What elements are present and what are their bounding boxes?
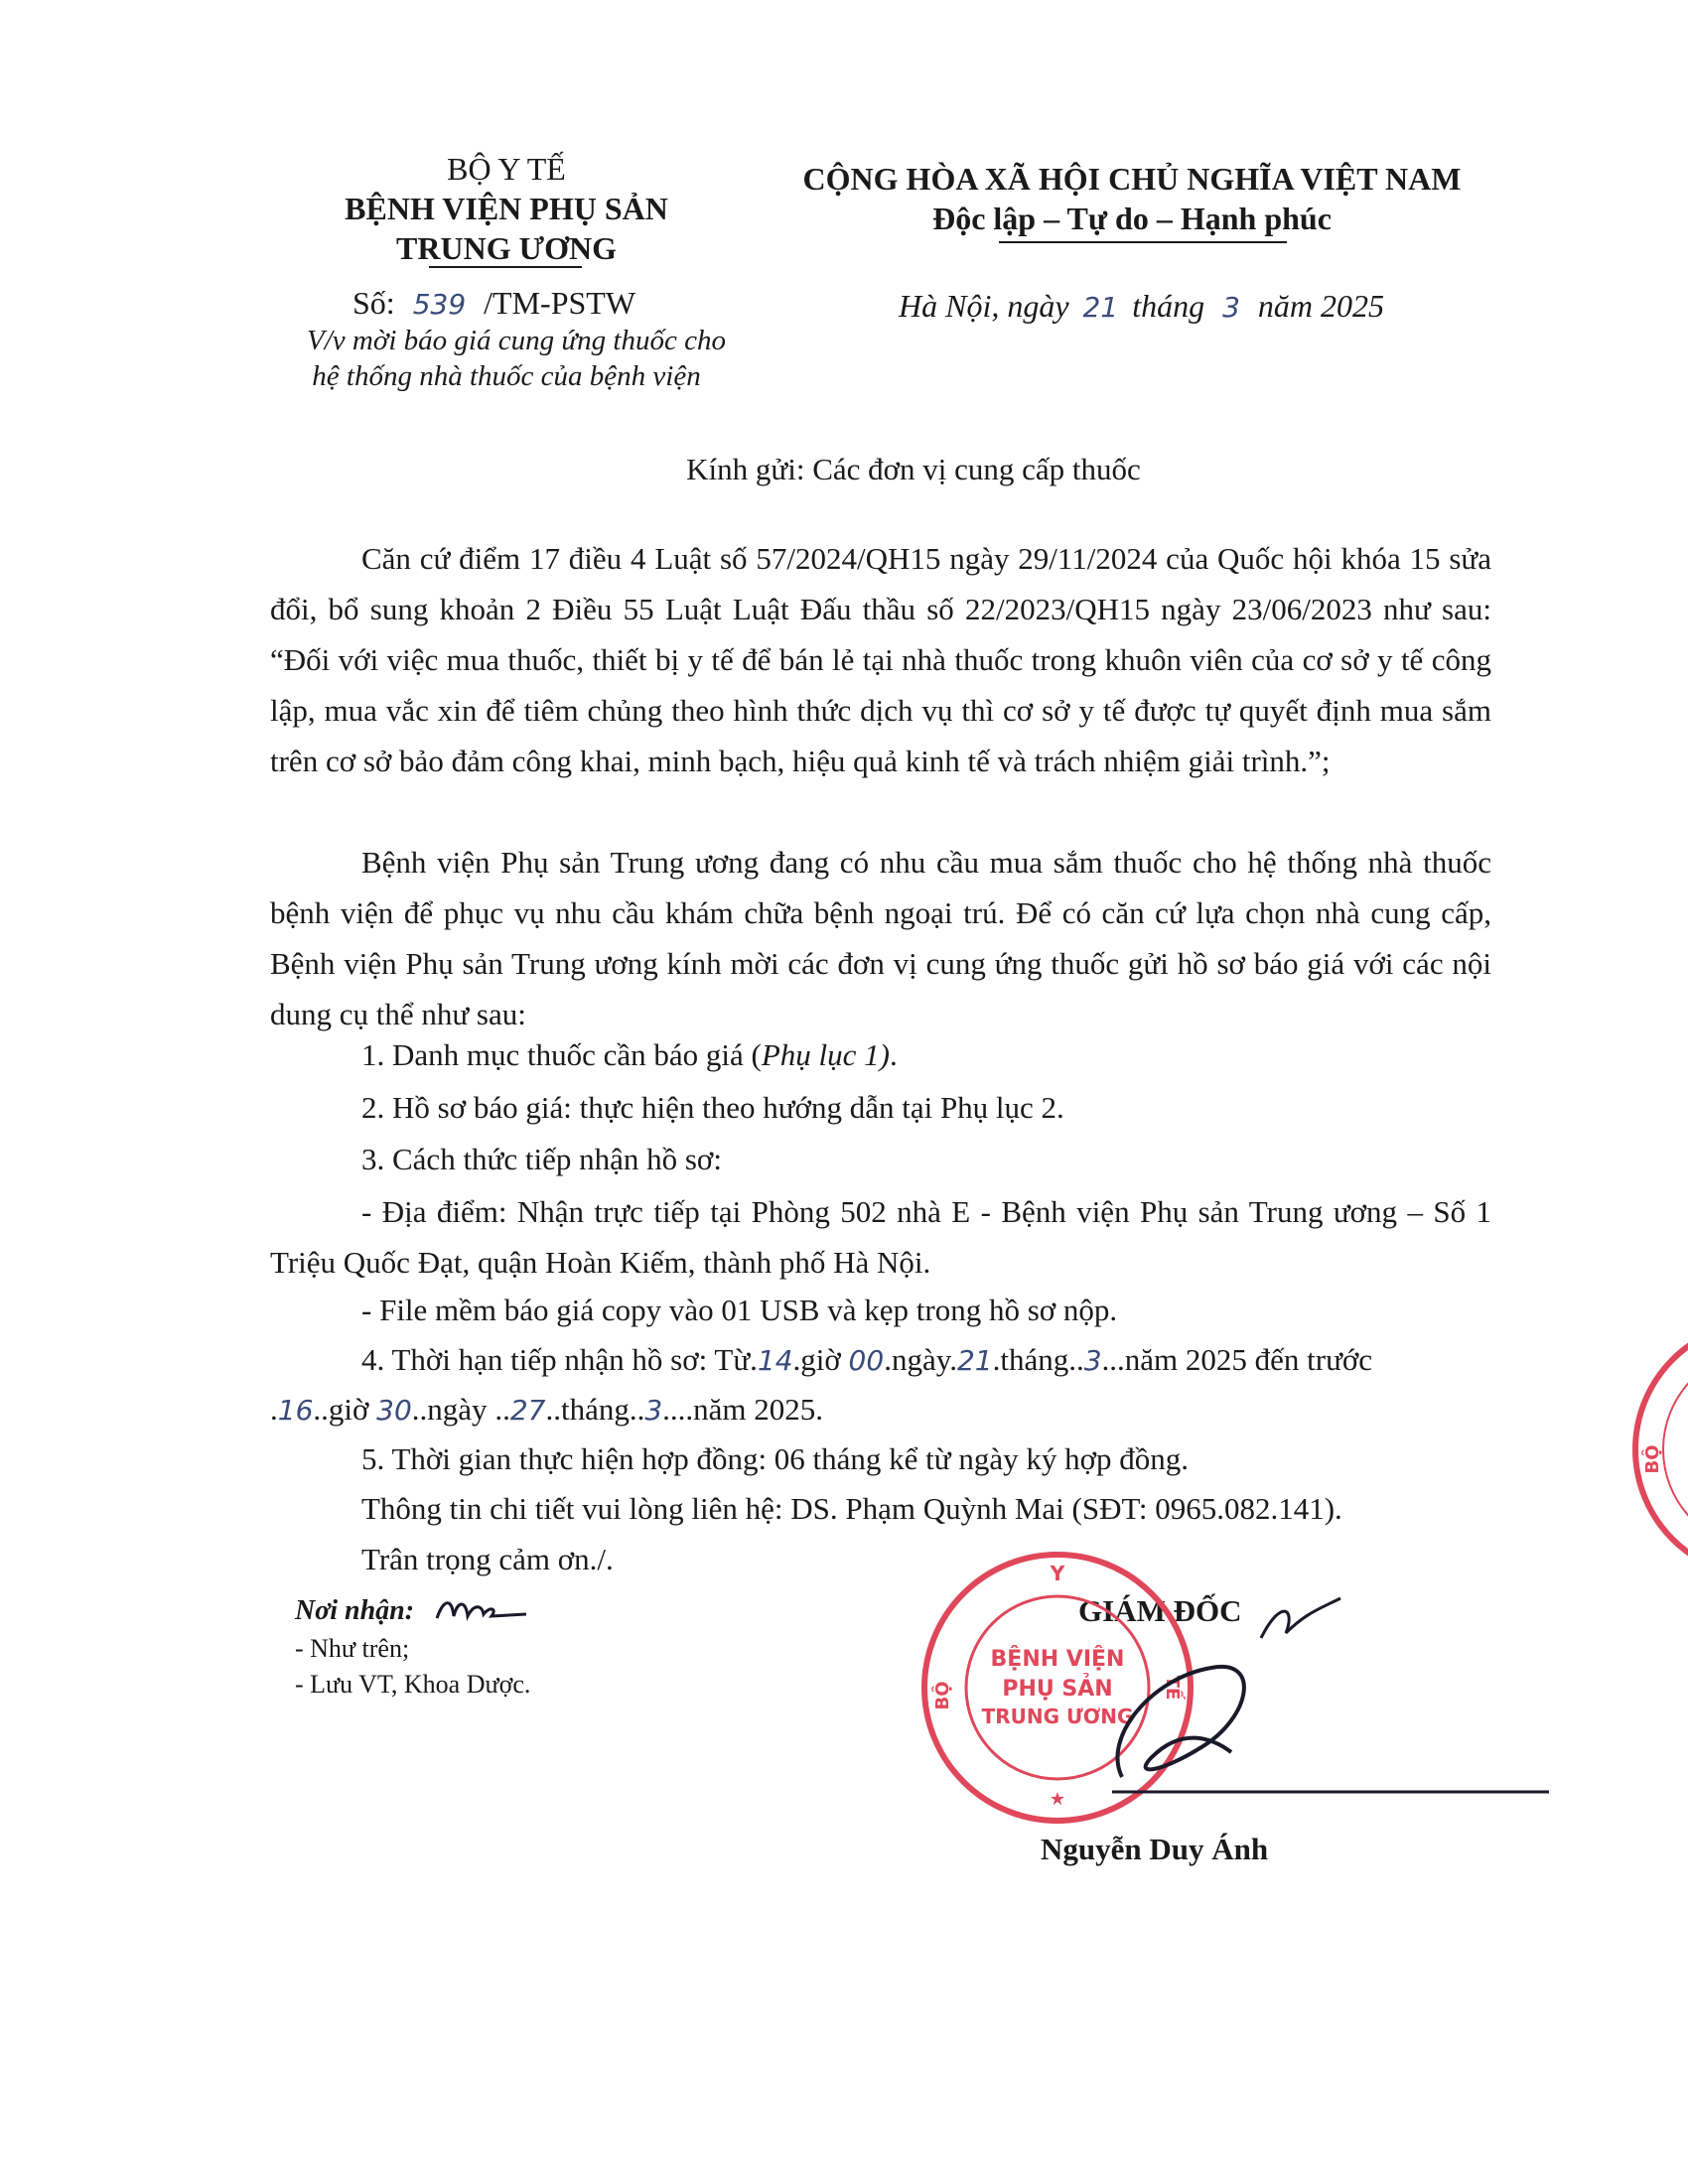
date-year: năm 2025 bbox=[1257, 288, 1385, 324]
recipients-title: Nơi nhận: bbox=[295, 1595, 415, 1626]
closing-thanks: Trân trọng cảm ơn./. bbox=[361, 1542, 614, 1576]
item-4-line2 bbox=[270, 1392, 823, 1428]
dots: .... bbox=[662, 1392, 694, 1427]
dots: .. bbox=[545, 1392, 561, 1427]
item-4-day-label1: ngày bbox=[891, 1342, 950, 1377]
item-1 bbox=[361, 1037, 898, 1073]
dots: .. bbox=[1068, 1342, 1084, 1377]
item-4-month1: 3 bbox=[1083, 1344, 1102, 1377]
item-4-line1 bbox=[361, 1342, 1491, 1378]
item-5: 5. Thời gian thực hiện hợp đồng: 06 tháng kể từ ngày ký hợp đồng. bbox=[361, 1441, 1190, 1476]
item-4-day-label2: ngày bbox=[427, 1392, 488, 1427]
signatory-name: Nguyễn Duy Ánh bbox=[1041, 1832, 1269, 1866]
partial-stamp-edge bbox=[1614, 1320, 1688, 1578]
stamp-line1: BỆNH VIỆN bbox=[990, 1647, 1125, 1672]
item-4-year-label2: năm 2025. bbox=[693, 1392, 824, 1427]
date-month-handwritten: 3 bbox=[1222, 291, 1240, 324]
dots: . bbox=[949, 1342, 957, 1377]
item-1-end: . bbox=[890, 1037, 898, 1072]
dots: ... bbox=[1101, 1342, 1125, 1377]
number-handwritten: 539 bbox=[412, 288, 467, 321]
date-month-label: tháng bbox=[1132, 288, 1205, 324]
item-4-from-label: 4. Thời hạn tiếp nhận hồ sơ: Từ bbox=[361, 1342, 751, 1377]
hospital-name-line1: BỆNH VIỆN PHỤ SẢN bbox=[345, 191, 668, 226]
item-4-month2: 3 bbox=[644, 1394, 663, 1427]
header-left-underline bbox=[429, 266, 582, 268]
ministry-name: BỘ Y TẾ bbox=[447, 151, 566, 187]
dots: . bbox=[884, 1342, 892, 1377]
dots: . bbox=[992, 1342, 1001, 1377]
svg-text:★: ★ bbox=[1049, 1789, 1066, 1810]
director-signature bbox=[1092, 1578, 1559, 1827]
salutation: Kính gửi: Các đơn vị cung cấp thuốc bbox=[686, 452, 1141, 486]
hospital-name-line2: TRUNG ƯƠNG bbox=[396, 230, 617, 266]
number-label: Số: bbox=[352, 285, 395, 321]
national-motto: Độc lập – Tự do – Hạnh phúc bbox=[932, 201, 1332, 236]
date-day-handwritten: 21 bbox=[1082, 291, 1119, 324]
signatory-position: GIÁM ĐỐC bbox=[1078, 1593, 1242, 1628]
place-date bbox=[899, 288, 1384, 325]
date-prefix: Hà Nội, ngày bbox=[899, 288, 1069, 324]
dots: .. bbox=[629, 1392, 645, 1427]
item-3-location: - Địa điểm: Nhận trực tiếp tại Phòng 502 nhà E - Bệnh viện Phụ sản Trung ương – Số 1 Triệu Quốc Đạt, quận Hoàn Kiếm, thành phố Hà Nội. bbox=[270, 1194, 1491, 1280]
motto-underline bbox=[999, 241, 1287, 243]
dots bbox=[841, 1342, 849, 1377]
item-1-text: 1. Danh mục thuốc cần báo giá ( bbox=[361, 1037, 762, 1072]
recipient-1: - Như trên; bbox=[295, 1634, 410, 1663]
item-4-hour-label2: giờ bbox=[328, 1392, 369, 1427]
item-3: 3. Cách thức tiếp nhận hồ sơ: bbox=[361, 1142, 722, 1176]
dots: . bbox=[750, 1342, 758, 1377]
item-4-hour2: 16 bbox=[277, 1394, 314, 1427]
item-4-hour-label1: giờ bbox=[800, 1342, 841, 1377]
contact-info: Thông tin chi tiết vui lòng liên hệ: DS. Phạm Quỳnh Mai (SĐT: 0965.082.141). bbox=[361, 1491, 1342, 1526]
item-4-month-label2: tháng bbox=[560, 1392, 630, 1427]
item-4-min2: 30 bbox=[376, 1394, 412, 1427]
country-name: CỘNG HÒA XÃ HỘI CHỦ NGHĨA VIỆT NAM bbox=[802, 161, 1462, 197]
item-1-italic: Phụ lục 1) bbox=[761, 1037, 891, 1072]
item-3-file: - File mềm báo giá copy vào 01 USB và kẹp trong hồ sơ nộp. bbox=[361, 1293, 1118, 1327]
item-4-hour1: 14 bbox=[757, 1344, 793, 1377]
document-number bbox=[352, 283, 635, 325]
item-4-month-label1: tháng bbox=[1000, 1342, 1069, 1377]
item-4-day1: 21 bbox=[956, 1344, 993, 1377]
request-paragraph: Bệnh viện Phụ sản Trung ương đang có nhu cầu mua sắm thuốc cho hệ thống nhà thuốc bệnh viện để phục vụ nhu cầu khám chữa bệnh ngoại trú. Để có căn cứ lựa chọn nhà cung cấp, Bệnh viện Phụ sản Trung ương kính mời các đơn vị cung ứng thuốc gửi hồ sơ báo giá với các nội dung cụ thể như sau: bbox=[270, 845, 1491, 1031]
dots: . bbox=[792, 1342, 801, 1377]
subject-line1: V/v mời báo giá cung ứng thuốc cho bbox=[307, 325, 726, 356]
subject-line2: hệ thống nhà thuốc của bệnh viện bbox=[312, 360, 701, 392]
stamp-line3: TRUNG ƯƠNG bbox=[981, 1705, 1134, 1728]
svg-text:BỘ: BỘ bbox=[1642, 1444, 1663, 1474]
legal-basis-paragraph: Căn cứ điểm 17 điều 4 Luật số 57/2024/QH15 ngày 29/11/2024 của Quốc hội khóa 15 sửa đổi, bổ sung khoản 2 Điều 55 Luật Luật Đấu thầu số 22/2023/QH15 ngày 23/06/2023 như sau: “Đối với việc mua thuốc, thiết bị y tế để bán lẻ tại nhà thuốc trong khuôn viên của cơ sở y tế công lập, mua vắc xin để tiêm chủng theo hình thức dịch vụ thì cơ sở y tế được tự quyết định mua sắm trên cơ sở bảo đảm công khai, minh bạch, hiệu quả kinh tế và trách nhiệm giải trình.”; bbox=[270, 541, 1491, 778]
number-suffix: /TM-PSTW bbox=[484, 285, 636, 321]
stamp-ring-top: Y bbox=[1050, 1562, 1065, 1585]
stamp-ring-left: BỘ bbox=[932, 1681, 953, 1710]
dots: .. bbox=[411, 1392, 428, 1427]
item-4-day2: 27 bbox=[509, 1394, 546, 1427]
dots: .. bbox=[313, 1392, 329, 1427]
item-4-min1: 00 bbox=[848, 1344, 885, 1377]
item-2: 2. Hồ sơ báo giá: thực hiện theo hướng dẫn tại Phụ lục 2. bbox=[361, 1090, 1064, 1125]
stamp-ring-right: TẾ bbox=[1162, 1675, 1183, 1701]
item-4-year-label1: năm 2025 đến trước bbox=[1124, 1342, 1373, 1377]
dots bbox=[368, 1392, 376, 1427]
dots: . bbox=[270, 1392, 278, 1427]
recipient-2: - Lưu VT, Khoa Dược. bbox=[295, 1670, 531, 1699]
stamp-line2: PHỤ SẢN bbox=[1002, 1677, 1113, 1702]
initial-scribble bbox=[432, 1588, 531, 1628]
dots: .. bbox=[487, 1392, 510, 1427]
